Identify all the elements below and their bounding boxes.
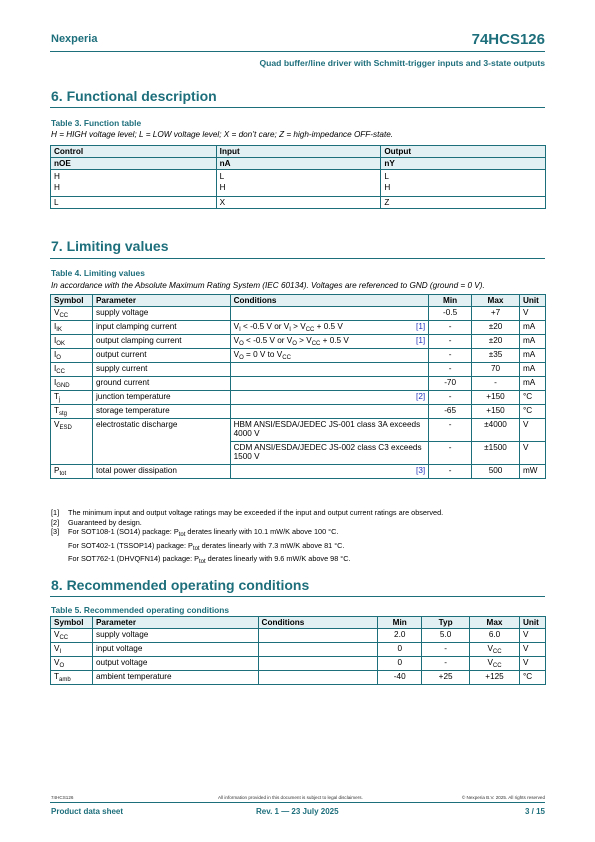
- max-cell: $V_{CC}$: [470, 657, 520, 671]
- min-cell: -70: [429, 377, 472, 391]
- table-subheader-row: [51, 158, 546, 170]
- table-row: [51, 363, 546, 377]
- min-cell: -: [429, 349, 472, 363]
- max-cell: 70: [472, 363, 520, 377]
- conditions-cell: $V_O = 0$ V to $V_{CC}$: [230, 349, 429, 363]
- max-cell: ±1500: [472, 442, 520, 465]
- footer-rule: [50, 802, 545, 803]
- table-row: [51, 671, 546, 685]
- conditions-cell: [258, 657, 378, 671]
- typ-cell: -: [422, 643, 470, 657]
- table-row: [51, 391, 546, 405]
- conditions-cell: CDM ANSI/ESDA/JEDEC JS-002 class C3 exceeds 1500 V: [230, 442, 429, 465]
- table-4-title: Table 4. Limiting values: [51, 268, 145, 278]
- footnotes: [51, 508, 443, 568]
- function-table: [50, 145, 546, 209]
- min-cell: -: [429, 335, 472, 349]
- symbol-cell: $I_{GND}$: [51, 377, 93, 391]
- footnote-item: [2] Guaranteed by design.: [51, 517, 142, 527]
- min-cell: -: [429, 419, 472, 442]
- page-number: 3 / 15: [524, 807, 545, 816]
- unit-cell: °C: [519, 405, 545, 419]
- symbol-cell: $V_{CC}$: [51, 629, 93, 643]
- unit-cell: °C: [519, 391, 545, 405]
- table-row: [51, 307, 546, 321]
- symbol-cell: $T_j$: [51, 391, 93, 405]
- min-cell: 0: [378, 657, 422, 671]
- conditions-cell: [230, 465, 429, 479]
- parameter-cell: supply current: [92, 363, 230, 377]
- table-row: [51, 349, 546, 363]
- table-3-note: H = HIGH voltage level; L = LOW voltage level; X = don’t care; Z = high-impedance OFF-state.: [51, 130, 394, 139]
- parameter-cell: output voltage: [92, 657, 258, 671]
- limiting-values-table: [50, 294, 546, 479]
- typ-cell: 5.0: [422, 629, 470, 643]
- table-row: [51, 321, 546, 335]
- min-cell: -: [429, 363, 472, 377]
- parameter-cell: electrostatic discharge: [92, 419, 230, 465]
- max-cell: ±20: [472, 335, 520, 349]
- min-cell: -40: [378, 671, 422, 685]
- col-control: Control: [51, 146, 217, 158]
- max-cell: ±4000: [472, 419, 520, 442]
- min-cell: -: [429, 391, 472, 405]
- unit-cell: V: [519, 419, 545, 442]
- col-input: Input: [216, 146, 381, 158]
- col-max: Max: [472, 295, 520, 307]
- table-row: [51, 643, 546, 657]
- table-row: [51, 197, 546, 209]
- cell: X: [216, 197, 381, 209]
- max-cell: -: [472, 377, 520, 391]
- conditions-cell: [230, 363, 429, 377]
- symbol-cell: $V_I$: [51, 643, 93, 657]
- table-header-row: [51, 146, 546, 158]
- parameter-cell: storage temperature: [92, 405, 230, 419]
- max-cell: +125: [470, 671, 520, 685]
- col-parameter: Parameter: [92, 617, 258, 629]
- typ-cell: +25: [422, 671, 470, 685]
- parameter-cell: input voltage: [92, 643, 258, 657]
- cell: L: [51, 197, 217, 209]
- symbol-cell: $V_{ESD}$: [51, 419, 93, 465]
- table-row: [51, 170, 546, 183]
- footer-revision: Rev. 1 — 23 July 2025: [256, 807, 339, 816]
- min-cell: 0: [378, 643, 422, 657]
- table-row: [51, 405, 546, 419]
- col-unit: Unit: [519, 617, 545, 629]
- brand-name: Nexperia: [51, 33, 98, 45]
- cell: H: [51, 182, 217, 197]
- col-noe: nOE: [51, 158, 217, 170]
- footnote-item: For SOT762-1 (DHVQFN14) package: $P_{tot}$ derates linearly with 9.6 mW/K above 98 °C.: [68, 554, 351, 565]
- min-cell: -: [429, 321, 472, 335]
- symbol-cell: $V_{CC}$: [51, 307, 93, 321]
- conditions-cell: [230, 405, 429, 419]
- max-cell: ±35: [472, 349, 520, 363]
- footnote-ref-link[interactable]: [2]: [416, 392, 426, 401]
- max-cell: +150: [472, 405, 520, 419]
- col-output: Output: [381, 146, 546, 158]
- conditions-cell: $V_O < -0.5$ V or $V_O > V_{CC} + 0.5$ V [1]: [230, 335, 429, 349]
- parameter-cell: input clamping current: [92, 321, 230, 335]
- min-cell: -: [429, 465, 472, 479]
- max-cell: +7: [472, 307, 520, 321]
- footer-disclaimer: All information provided in this document is subject to legal disclaimers.: [218, 795, 363, 800]
- symbol-cell: $I_{CC}$: [51, 363, 93, 377]
- symbol-cell: $I_O$: [51, 349, 93, 363]
- recommended-conditions-table: [50, 616, 546, 685]
- unit-cell: V: [519, 442, 545, 465]
- unit-cell: mA: [519, 349, 545, 363]
- unit-cell: mA: [519, 335, 545, 349]
- unit-cell: mW: [519, 465, 545, 479]
- col-max: Max: [470, 617, 520, 629]
- col-min: Min: [378, 617, 422, 629]
- footnote-item: For SOT402-1 (TSSOP14) package: $P_{tot}$ derates linearly with 7.3 mW/K above 81 °C.: [68, 540, 345, 552]
- col-symbol: Symbol: [51, 617, 93, 629]
- table-row: [51, 629, 546, 643]
- col-min: Min: [429, 295, 472, 307]
- parameter-cell: total power dissipation: [92, 465, 230, 479]
- col-parameter: Parameter: [92, 295, 230, 307]
- max-cell: +150: [472, 391, 520, 405]
- conditions-cell: [230, 377, 429, 391]
- unit-cell: V: [519, 643, 545, 657]
- conditions-cell: $V_I < -0.5$ V or $V_I > V_{CC} + 0.5$ V [1]: [230, 321, 429, 335]
- conditions-cell: [258, 629, 378, 643]
- col-na: nA: [216, 158, 381, 170]
- parameter-cell: supply voltage: [92, 629, 258, 643]
- conditions-cell: HBM ANSI/ESDA/JEDEC JS-001 class 3A exceeds 4000 V: [230, 419, 429, 442]
- conditions-cell: [230, 307, 429, 321]
- col-conditions: Conditions: [230, 295, 429, 307]
- table-row: [51, 182, 546, 197]
- unit-cell: mA: [519, 363, 545, 377]
- section-8-rule: [50, 596, 545, 597]
- symbol-cell: $I_{IK}$: [51, 321, 93, 335]
- footnote-ref-link[interactable]: [3]: [416, 466, 426, 475]
- parameter-cell: output current: [92, 349, 230, 363]
- col-unit: Unit: [519, 295, 545, 307]
- conditions-cell: [230, 391, 429, 405]
- unit-cell: V: [519, 307, 545, 321]
- cell: H: [381, 182, 546, 197]
- min-cell: 2.0: [378, 629, 422, 643]
- symbol-cell: $T_{amb}$: [51, 671, 93, 685]
- section-7-title: 7. Limiting values: [51, 238, 169, 254]
- section-6-title: 6. Functional description: [51, 88, 217, 104]
- max-cell: ±20: [472, 321, 520, 335]
- min-cell: -: [429, 442, 472, 465]
- footnote-item: [1] The minimum input and output voltage ratings may be exceeded if the input and output current ratings are observed.: [51, 508, 444, 517]
- table-header-row: [51, 295, 546, 307]
- col-typ: Typ: [422, 617, 470, 629]
- table-row: [51, 419, 546, 442]
- col-conditions: Conditions: [258, 617, 378, 629]
- section-8-title: 8. Recommended operating conditions: [51, 577, 310, 593]
- unit-cell: mA: [519, 377, 545, 391]
- table-3-title: Table 3. Function table: [51, 118, 142, 128]
- max-cell: 6.0: [470, 629, 520, 643]
- symbol-cell: $V_O$: [51, 657, 93, 671]
- symbol-cell: $T_{stg}$: [51, 405, 93, 419]
- footer-doc-id: 74HCS126: [51, 795, 74, 800]
- parameter-cell: ambient temperature: [92, 671, 258, 685]
- parameter-cell: junction temperature: [92, 391, 230, 405]
- table-row: [51, 465, 546, 479]
- typ-cell: -: [422, 657, 470, 671]
- footnote-ref-link[interactable]: [1]: [416, 336, 426, 345]
- conditions-cell: [258, 643, 378, 657]
- unit-cell: mA: [519, 321, 545, 335]
- conditions-cell: [258, 671, 378, 685]
- table-5-title: Table 5. Recommended operating conditions: [51, 605, 230, 615]
- document-subtitle: Quad buffer/line driver with Schmitt-trigger inputs and 3-state outputs: [259, 58, 545, 68]
- footnote-item: [3] For SOT108-1 (SO14) package: $P_{tot}$ derates linearly with 10.1 mW/K above 100 °C.: [51, 527, 339, 538]
- cell: L: [381, 170, 546, 183]
- cell: H: [51, 170, 217, 183]
- col-ny: nY: [381, 158, 546, 170]
- min-cell: -0.5: [429, 307, 472, 321]
- cell: Z: [381, 197, 546, 209]
- unit-cell: °C: [519, 671, 545, 685]
- max-cell: 500: [472, 465, 520, 479]
- part-number: 74HCS126: [471, 31, 545, 48]
- min-cell: -65: [429, 405, 472, 419]
- col-symbol: Symbol: [51, 295, 93, 307]
- footnote-ref-link[interactable]: [1]: [416, 322, 426, 331]
- unit-cell: V: [519, 657, 545, 671]
- max-cell: $V_{CC}$: [470, 643, 520, 657]
- unit-cell: V: [519, 629, 545, 643]
- symbol-cell: $I_{OK}$: [51, 335, 93, 349]
- table-row: [51, 335, 546, 349]
- cell: H: [216, 182, 381, 197]
- table-row: [51, 657, 546, 671]
- section-7-rule: [50, 258, 545, 259]
- header-rule: [50, 51, 545, 52]
- parameter-cell: ground current: [92, 377, 230, 391]
- section-6-rule: [50, 107, 545, 108]
- table-row: [51, 377, 546, 391]
- footer-copyright: © Nexperia B.V. 2025. All rights reserved: [461, 795, 545, 800]
- symbol-cell: $P_{tot}$: [51, 465, 93, 479]
- footer-doc-type: Product data sheet: [51, 807, 124, 816]
- parameter-cell: output clamping current: [92, 335, 230, 349]
- cell: L: [216, 170, 381, 183]
- table-4-note: In accordance with the Absolute Maximum Rating System (IEC 60134). Voltages are referenced to GND (ground = 0 V).: [51, 281, 485, 290]
- parameter-cell: supply voltage: [92, 307, 230, 321]
- table-header-row: [51, 617, 546, 629]
